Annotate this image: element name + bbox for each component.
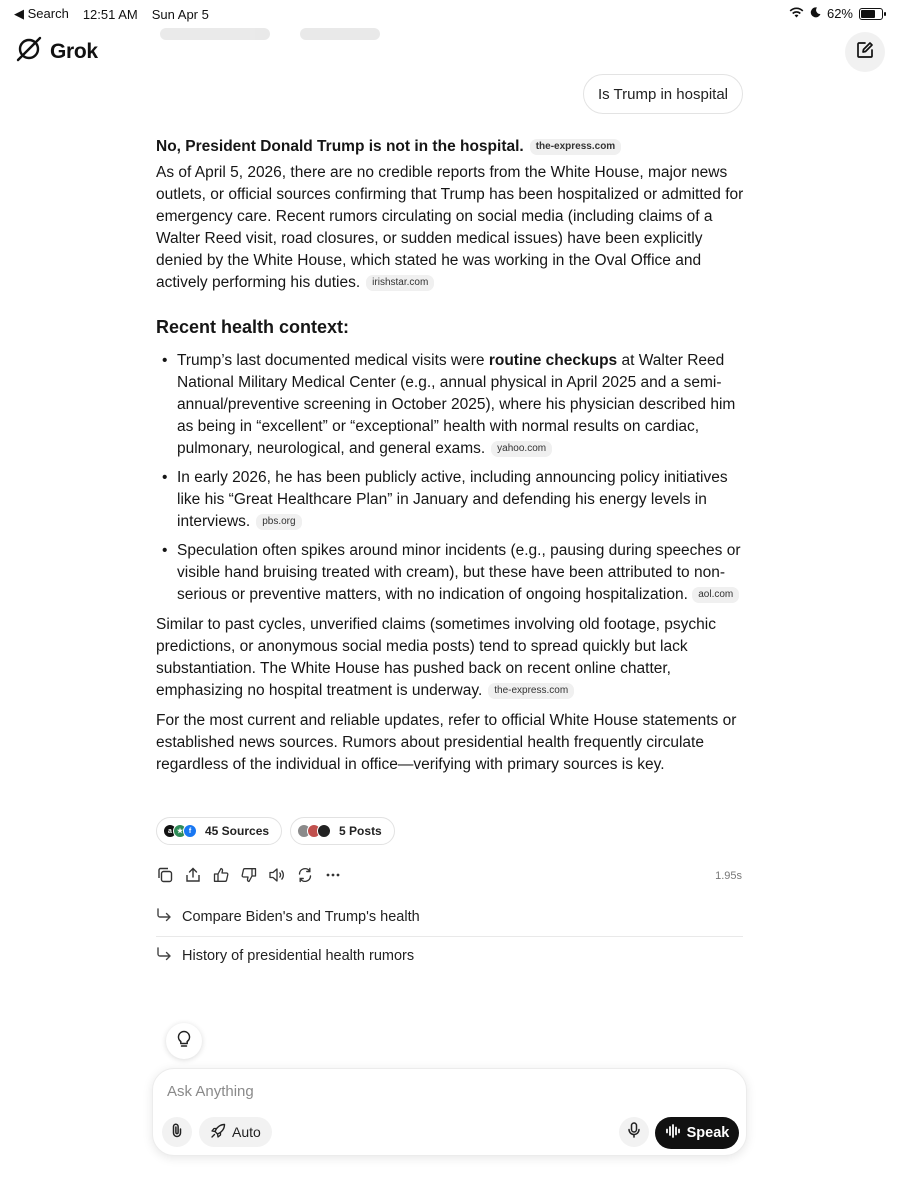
list-item	[156, 540, 746, 606]
followup-item[interactable]	[156, 936, 743, 974]
status-date: Sun Apr 5	[151, 6, 209, 22]
list-item-text: Trump’s last documented medical visits were	[177, 352, 489, 369]
mode-selector-button[interactable]	[199, 1117, 272, 1147]
status-bar	[0, 0, 899, 28]
paperclip-icon	[170, 1122, 184, 1143]
status-time: 12:51 AM	[82, 6, 138, 22]
followup-text: Compare Biden's and Trump's health	[182, 909, 420, 925]
followup-suggestions	[156, 898, 743, 974]
post-avatars	[297, 824, 331, 838]
answer-paragraph	[156, 614, 746, 702]
avatar	[317, 824, 331, 838]
message-composer	[152, 1068, 747, 1156]
paragraph-text: As of April 5, 2026, there are no credible reports from the White House, major news outlets, or official sources confirming that Trump has been hospitalized or admitted for emergency care. Recent rumors circulating on social media (including claims of a Walter Reed visit, road closures, or sudden medical issues) have been explicitly denied by the White House, which stated he was working in the Oval Office and actively performing his duties.	[156, 164, 744, 291]
share-icon[interactable]	[184, 866, 202, 884]
list-item-text: at Walter Reed National Military Medical Center (e.g., annual physical in April 2025 and a semi-annual/preventive screening in October 2025), where his physician described him as being in “excellent” or “exceptional” health with normal results on cardiac, pulmonary, neurological, and general exams.	[177, 352, 736, 457]
battery-icon	[859, 8, 883, 20]
read-aloud-icon[interactable]	[268, 866, 286, 884]
list-item-text: Speculation often spikes around minor incidents (e.g., pausing during speeches or visible hand bruising treated with cream), but these have been attributed to non-serious or preventive matters, with no indication of ongoing hospitalization.	[177, 542, 741, 603]
list-item	[156, 350, 746, 460]
back-to-search-link[interactable]: ◀ Search	[14, 6, 69, 21]
answer-lead	[156, 136, 746, 158]
citation-chip[interactable]: yahoo.com	[491, 441, 552, 457]
posts-button[interactable]	[290, 817, 395, 845]
sources-label: 45 Sources	[205, 824, 270, 838]
section-heading: Recent health context:	[156, 317, 350, 337]
response-actions	[156, 866, 342, 884]
ideas-button[interactable]	[166, 1023, 202, 1059]
posts-label: 5 Posts	[339, 824, 382, 838]
microphone-button[interactable]	[619, 1117, 649, 1147]
sources-button[interactable]	[156, 817, 282, 845]
followup-item[interactable]	[156, 898, 743, 936]
grok-logo-icon	[16, 36, 42, 67]
abc-news-icon: a	[163, 824, 177, 838]
copy-icon[interactable]	[156, 866, 174, 884]
list-item-bold-text: routine checkups	[488, 352, 618, 369]
citation-chip[interactable]: pbs.org	[256, 514, 301, 530]
microphone-icon	[627, 1122, 641, 1143]
wifi-icon	[789, 6, 804, 21]
more-options-icon[interactable]	[324, 866, 342, 884]
speak-label: Speak	[686, 1125, 730, 1141]
answer-paragraph: For the most current and reliable updates, refer to official White House statements or established news sources. Rumors about presidential health frequently circulate regardless of the individual in office—verifying with primary sources is key.	[156, 712, 737, 773]
followup-text: History of presidential health rumors	[182, 947, 415, 964]
assistant-answer	[156, 136, 746, 784]
speak-button[interactable]	[655, 1117, 739, 1149]
citation-chip[interactable]: the-express.com	[530, 139, 621, 155]
response-time: 1.95s	[715, 870, 742, 882]
ask-input[interactable]	[167, 1079, 727, 1103]
user-message-bubble: Is Trump in hospital	[583, 74, 743, 114]
battery-percent: 62%	[826, 6, 853, 21]
source-favicons	[163, 824, 197, 838]
scrolled-content-fade	[160, 28, 380, 40]
app-brand	[16, 36, 98, 67]
paragraph-text: Similar to past cycles, unverified claims (sometimes involving old footage, psychic predictions, or anonymous social media posts) tend to spread quickly but lack substantiation. The White House has pushed back on recent online chatter, emphasizing no hospital treatment is underway.	[156, 616, 716, 699]
mode-label: Auto	[232, 1124, 261, 1140]
list-item-text: In early 2026, he has been publicly active, including announcing policy initiatives like his “Great Healthcare Plan” in January and defending his energy levels in interviews.	[177, 469, 728, 530]
reply-arrow-icon	[156, 947, 172, 965]
list-item	[156, 467, 746, 533]
app-name: Grok	[50, 39, 98, 63]
news-site-icon: ★	[173, 824, 187, 838]
compose-icon	[856, 41, 874, 64]
thumbs-up-icon[interactable]	[212, 866, 230, 884]
new-chat-button[interactable]	[845, 32, 885, 72]
health-context-list	[156, 350, 746, 606]
reply-arrow-icon	[156, 908, 172, 926]
thumbs-down-icon[interactable]	[240, 866, 258, 884]
facebook-icon: f	[183, 824, 197, 838]
citation-chip[interactable]: the-express.com	[488, 683, 574, 699]
sources-row	[156, 817, 395, 845]
answer-paragraph	[156, 162, 746, 294]
regenerate-icon[interactable]	[296, 866, 314, 884]
attach-button[interactable]	[162, 1117, 192, 1147]
citation-chip[interactable]: irishstar.com	[366, 275, 434, 291]
lightbulb-icon	[176, 1030, 192, 1053]
citation-chip[interactable]: aol.com	[692, 587, 739, 603]
rocket-icon	[210, 1123, 226, 1142]
waveform-icon	[665, 1124, 681, 1142]
answer-lead-text: No, President Donald Trump is not in the hospital.	[156, 138, 524, 155]
moon-icon	[810, 6, 821, 21]
